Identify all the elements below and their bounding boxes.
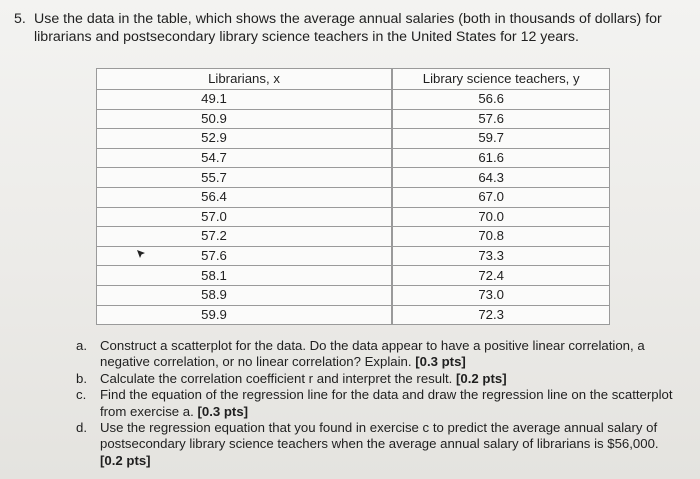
- part-points: [0.2 pts]: [100, 452, 151, 468]
- part-text: Calculate the correlation coefficient r and interpret the result.: [100, 370, 453, 386]
- table-row: [97, 148, 610, 168]
- part-b: [76, 371, 676, 387]
- header-teachers: Library science teachers, y: [393, 69, 610, 90]
- part-points: [0.3 pts]: [415, 354, 466, 370]
- question-text: Use the data in the table, which shows the average annual salaries (both in thousands of dollars) for librarians and postsecondary library science teachers in the United States for 12 years.: [34, 11, 662, 45]
- table-row: [97, 168, 610, 188]
- header-librarians: Librarians, x: [97, 69, 392, 90]
- cell-x: 49.1: [97, 90, 392, 110]
- part-d: [76, 420, 676, 469]
- table-row: [97, 246, 610, 266]
- cell-y: 72.3: [393, 305, 610, 325]
- table-row: [97, 207, 610, 227]
- part-letter: b.: [76, 370, 87, 386]
- question-number: 5.: [14, 11, 26, 27]
- part-letter: d.: [76, 420, 87, 436]
- table-row: [97, 266, 610, 286]
- cell-x: 57.0: [97, 207, 392, 227]
- cell-y: 61.6: [393, 148, 610, 168]
- cell-y: 56.6: [393, 90, 610, 110]
- table-row: [97, 109, 610, 129]
- cell-x: 56.4: [97, 187, 392, 207]
- cell-y: 70.8: [393, 227, 610, 247]
- cell-y: 73.3: [393, 246, 610, 266]
- table-header-row: [97, 69, 610, 90]
- table-row: [97, 90, 610, 110]
- table-row: [97, 187, 610, 207]
- cell-x: 55.7: [97, 168, 392, 188]
- cell-x: 57.2: [97, 227, 392, 247]
- part-text: Use the regression equation that you found in exercise c to predict the average annual salary of postsecondary library science teachers when the average annual salary of librarians is $56,000.: [100, 420, 659, 452]
- cell-x: 58.1: [97, 266, 392, 286]
- table-row: [97, 227, 610, 247]
- part-letter: c.: [76, 387, 87, 403]
- cell-y: 59.7: [393, 129, 610, 149]
- part-points: [0.2 pts]: [456, 370, 507, 386]
- cell-x: 50.9: [97, 109, 392, 129]
- part-text: Construct a scatterplot for the data. Do the data appear to have a positive linear correlation, a negative correlation, or no linear correlation? Explain.: [100, 338, 645, 370]
- part-points: [0.3 pts]: [197, 403, 249, 419]
- question-parts: [76, 338, 676, 469]
- table-row: [97, 305, 610, 325]
- cell-y: 70.0: [393, 207, 610, 227]
- part-text: Find the equation of the regression line for the data and draw the regression line on the scatterplot from exercise a.: [100, 387, 673, 419]
- cell-y: 67.0: [393, 187, 610, 207]
- cell-x: 52.9: [97, 129, 392, 149]
- mouse-cursor-icon: [136, 249, 146, 259]
- table-row: [97, 129, 610, 149]
- cell-y: 64.3: [393, 168, 610, 188]
- part-letter: a.: [76, 338, 87, 353]
- part-c: [76, 387, 676, 420]
- cell-x: 54.7: [97, 148, 392, 168]
- cell-x: 58.9: [97, 285, 392, 305]
- cell-x: 59.9: [97, 305, 392, 325]
- cell-y: 72.4: [393, 266, 610, 286]
- salary-data-table: [96, 68, 610, 325]
- table-row: [97, 285, 610, 305]
- part-a: [76, 338, 676, 371]
- cell-y: 57.6: [393, 109, 610, 129]
- cell-x: 57.6: [97, 246, 392, 266]
- cell-y: 73.0: [393, 285, 610, 305]
